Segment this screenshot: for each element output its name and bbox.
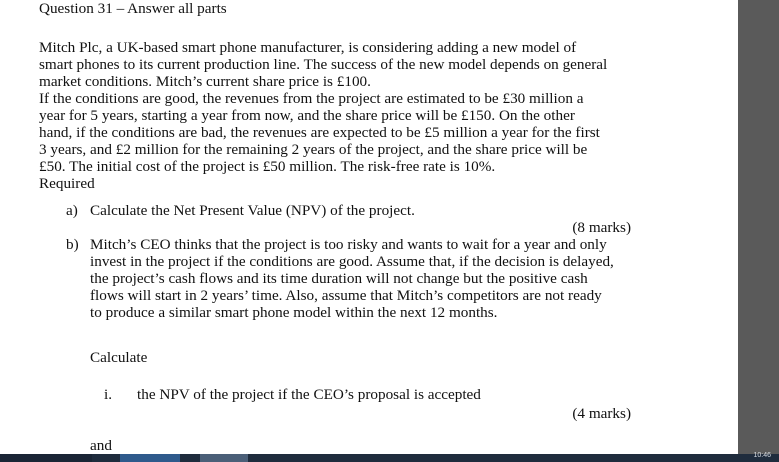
intro-line-1: Mitch Plc, a UK-based smart phone manufacturer, is considering adding a new model of [39,39,577,56]
part-b-line-5: to produce a similar smart phone model within the next 12 months. [90,304,498,321]
sub-i-label: i. [104,386,113,403]
intro-line-5: year for 5 years, starting a year from now, and the share price will be £150. On the other [39,107,575,124]
part-a-text: Calculate the Net Present Value (NPV) of the project. [90,202,415,219]
taskbar-search[interactable] [120,454,180,462]
required-label: Required [39,175,95,192]
part-a-label: a) [66,202,78,219]
sub-i-text: the NPV of the project if the CEO’s proposal is accepted [137,386,481,403]
intro-line-8: £50. The initial cost of the project is £50 million. The risk-free rate is 10%. [39,158,496,175]
calculate-label: Calculate [90,349,148,366]
part-b-line-3: the project’s cash flows and its time duration will not change but the positive cash [90,270,588,287]
window-side-panel [738,0,779,462]
part-b-line-2: invest in the project if the conditions are good. Assume that, if the decision is delayed, [90,253,614,270]
intro-line-6: hand, if the conditions are bad, the revenues are expected to be £5 million a year for the first [39,124,600,141]
taskbar [0,454,779,462]
intro-line-2: smart phones to its current production line. The success of the new model depends on general [39,56,608,73]
intro-line-3: market conditions. Mitch’s current share price is £100. [39,73,371,90]
part-b-line-1: Mitch’s CEO thinks that the project is too risky and wants to wait for a year and only [90,236,607,253]
sub-i-marks: (4 marks) [572,405,631,422]
part-b-label: b) [66,236,79,253]
and-label: and [90,437,112,454]
part-b-line-4: flows will start in 2 years’ time. Also, assume that Mitch’s competitors are not ready [90,287,602,304]
intro-line-4: If the conditions are good, the revenues from the project are estimated to be £30 million a [39,90,584,107]
question-heading: Question 31 – Answer all parts [39,0,227,17]
intro-line-7: 3 years, and £2 million for the remaining 2 years of the project, and the share price will be [39,141,588,158]
taskbar-clock: 10:46 [753,452,771,459]
start-area[interactable] [0,454,92,462]
taskbar-app[interactable] [200,454,248,462]
part-a-marks: (8 marks) [572,219,631,236]
